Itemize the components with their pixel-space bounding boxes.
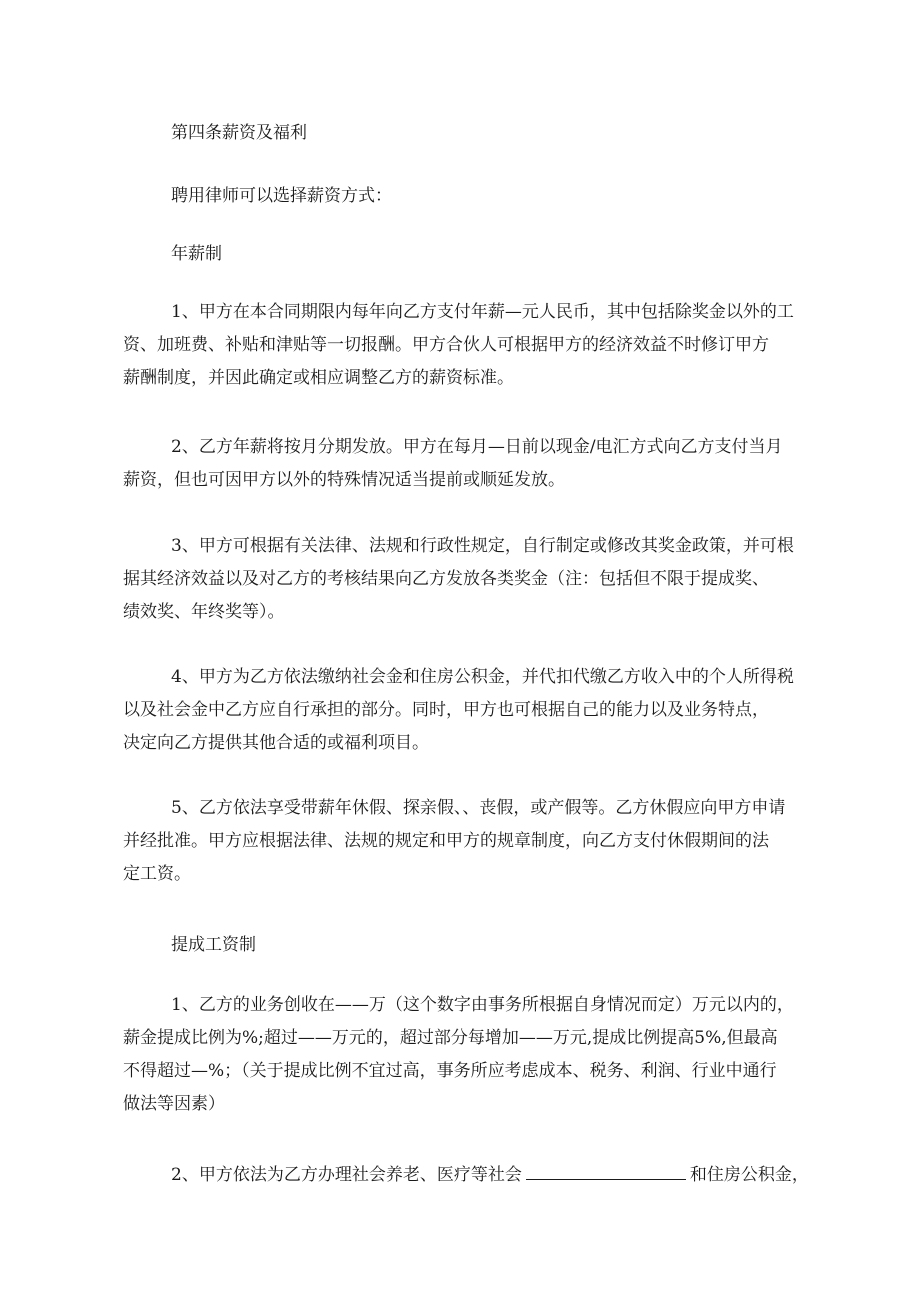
section-title-annual: 年薪制 <box>171 244 222 264</box>
text-segment: 和住房公积金， <box>689 1165 809 1185</box>
text-line: 并经批准。甲方应根据法律、法规的规定和甲方的规章制度，向乙方支付休假期间的法 <box>123 831 769 851</box>
text-line: 薪金提成比例为%;超过——万元的，超过部分每增加——万元,提成比例提高5%,但最高 <box>123 1028 778 1048</box>
annual-item-4 <box>123 661 803 760</box>
blank-underline <box>526 1161 686 1180</box>
text-line: 3、甲方可根据有关法律、法规和行政性规定，自行制定或修改其奖金政策，并可根 <box>171 536 794 556</box>
text-segment: 2、甲方依法为乙方办理社会养老、医疗等社会 <box>171 1165 522 1185</box>
text-line: 薪酬制度，并因此确定或相应调整乙方的薪资标准。 <box>123 368 514 388</box>
commission-item-1 <box>123 989 803 1121</box>
text-line: 薪资，但也可因甲方以外的特殊情况适当提前或顺延发放。 <box>123 470 565 490</box>
commission-item-2 <box>171 1159 809 1192</box>
text-line: 不得超过—%；（关于提成比例不宜过高，事务所应考虑成本、税务、利润、行业中通行 <box>123 1061 777 1081</box>
text-line: 决定向乙方提供其他合适的或福利项目。 <box>123 733 429 753</box>
text-line: 资、加班费、补贴和津贴等一切报酬。甲方合伙人可根据甲方的经济效益不时修订甲方 <box>123 335 769 355</box>
text-line: 做法等因素） <box>123 1094 225 1114</box>
text-line <box>171 1159 809 1192</box>
text-line: 2、乙方年薪将按月分期发放。甲方在每月—日前以现金/电汇方式向乙方支付当月 <box>171 437 783 457</box>
text-line: 定工资。 <box>123 864 191 884</box>
text-line: 据其经济效益以及对乙方的考核结果向乙方发放各类奖金（注：包括但不限于提成奖、 <box>123 569 769 589</box>
annual-item-5 <box>123 792 803 891</box>
section-title-commission: 提成工资制 <box>171 935 256 955</box>
annual-item-3 <box>123 530 803 629</box>
article-heading: 第四条薪资及福利 <box>171 123 307 143</box>
text-line: 绩效奖、年终奖等）。 <box>123 602 285 622</box>
intro-text: 聘用律师可以选择薪资方式： <box>171 186 392 206</box>
text-line: 以及社会金中乙方应自行承担的部分。同时，甲方也可根据自己的能力以及业务特点， <box>123 700 769 720</box>
text-line: 5、乙方依法享受带薪年休假、探亲假、、丧假，或产假等。乙方休假应向甲方申请 <box>171 798 786 818</box>
text-line: 1、乙方的业务创收在——万（这个数字由事务所根据自身情况而定）万元以内的， <box>171 995 794 1015</box>
text-line: 1、甲方在本合同期限内每年向乙方支付年薪—元人民币，其中包括除奖金以外的工 <box>171 302 794 322</box>
annual-item-1 <box>123 296 803 395</box>
annual-item-2 <box>123 431 803 497</box>
text-line: 4、甲方为乙方依法缴纳社会金和住房公积金，并代扣代缴乙方收入中的个人所得税 <box>171 667 794 687</box>
